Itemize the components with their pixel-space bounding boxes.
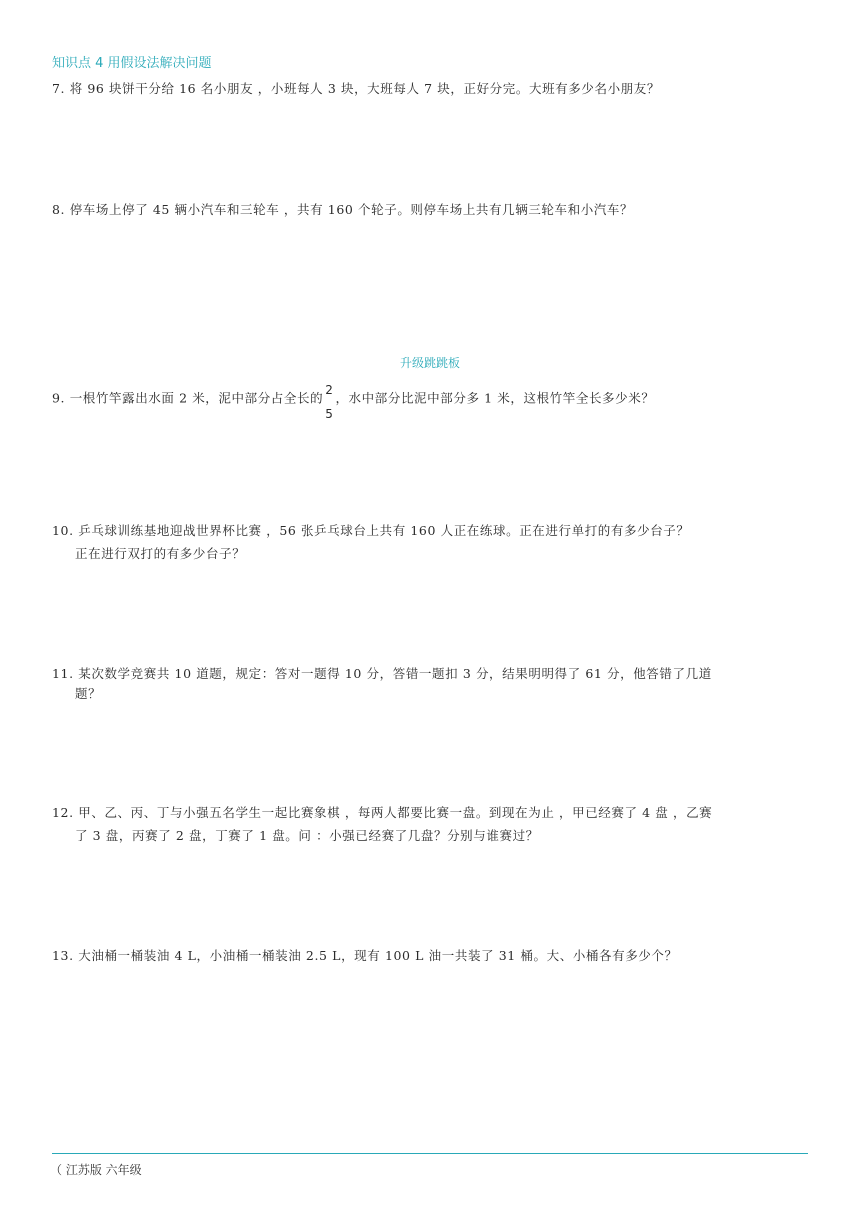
question-7: 7. 将 96 块饼干分给 16 名小朋友 ，小班每人 3 块，大班每人 7 块，正好分完。大班有多少名小朋友？ [52,81,660,96]
question-10-line-2: 正在进行双打的有多少台子？ [75,546,246,561]
question-8: 8. 停车场上停了 45 辆小汽车和三轮车 ，共有 160 个轮子。则停车场上共有几辆三轮车和小汽车？ [52,202,634,217]
question-12-line-1: 12. 甲、乙、丙、丁与小强五名学生一起比赛象棋 ，每两人都要比赛一盘。到现在为止 ，甲已经赛了 4 盘 ，乙赛 [52,805,713,820]
fraction-numerator: 2 [325,383,334,397]
question-11-line-1: 11. 某次数学竞赛共 10 道题，规定：答对一题得 10 分，答错一题扣 3 分，结果明明得了 61 分，他答错了几道 [52,666,712,681]
question-13: 13. 大油桶一桶装油 4 L，小油桶一桶装油 2.5 L，现有 100 L 油一共装了 31 桶。大、小桶各有多少个？ [52,948,678,963]
upgrade-section-title: 升级跳跳板 [399,356,460,370]
fraction-denominator: 5 [325,407,334,421]
section-title: 知识点 4 用假设法解决问题 [52,56,212,71]
question-10-line-1: 10. 乒乓球训练基地迎战世界杯比赛 ，56 张乒乓球台上共有 160 人正在练球。正在进行单打的有多少台子？ [52,523,690,538]
question-9 [52,383,655,421]
footer-divider [52,1153,808,1154]
question-9-after: ，水中部分比泥中部分多 1 米，这根竹竿全长多少米？ [335,390,655,406]
question-9-before: 9. 一根竹竿露出水面 2 米，泥中部分占全长的 [52,390,324,406]
question-11-line-2: 题？ [75,686,102,701]
footer-label: （ 江苏版 六年级 [50,1163,142,1177]
fraction-two-fifths [325,383,334,421]
question-12-line-2: 了 3 盘，丙赛了 2 盘，丁赛了 1 盘。问 ：小强已经赛了几盘？分别与谁赛过？ [75,828,539,843]
